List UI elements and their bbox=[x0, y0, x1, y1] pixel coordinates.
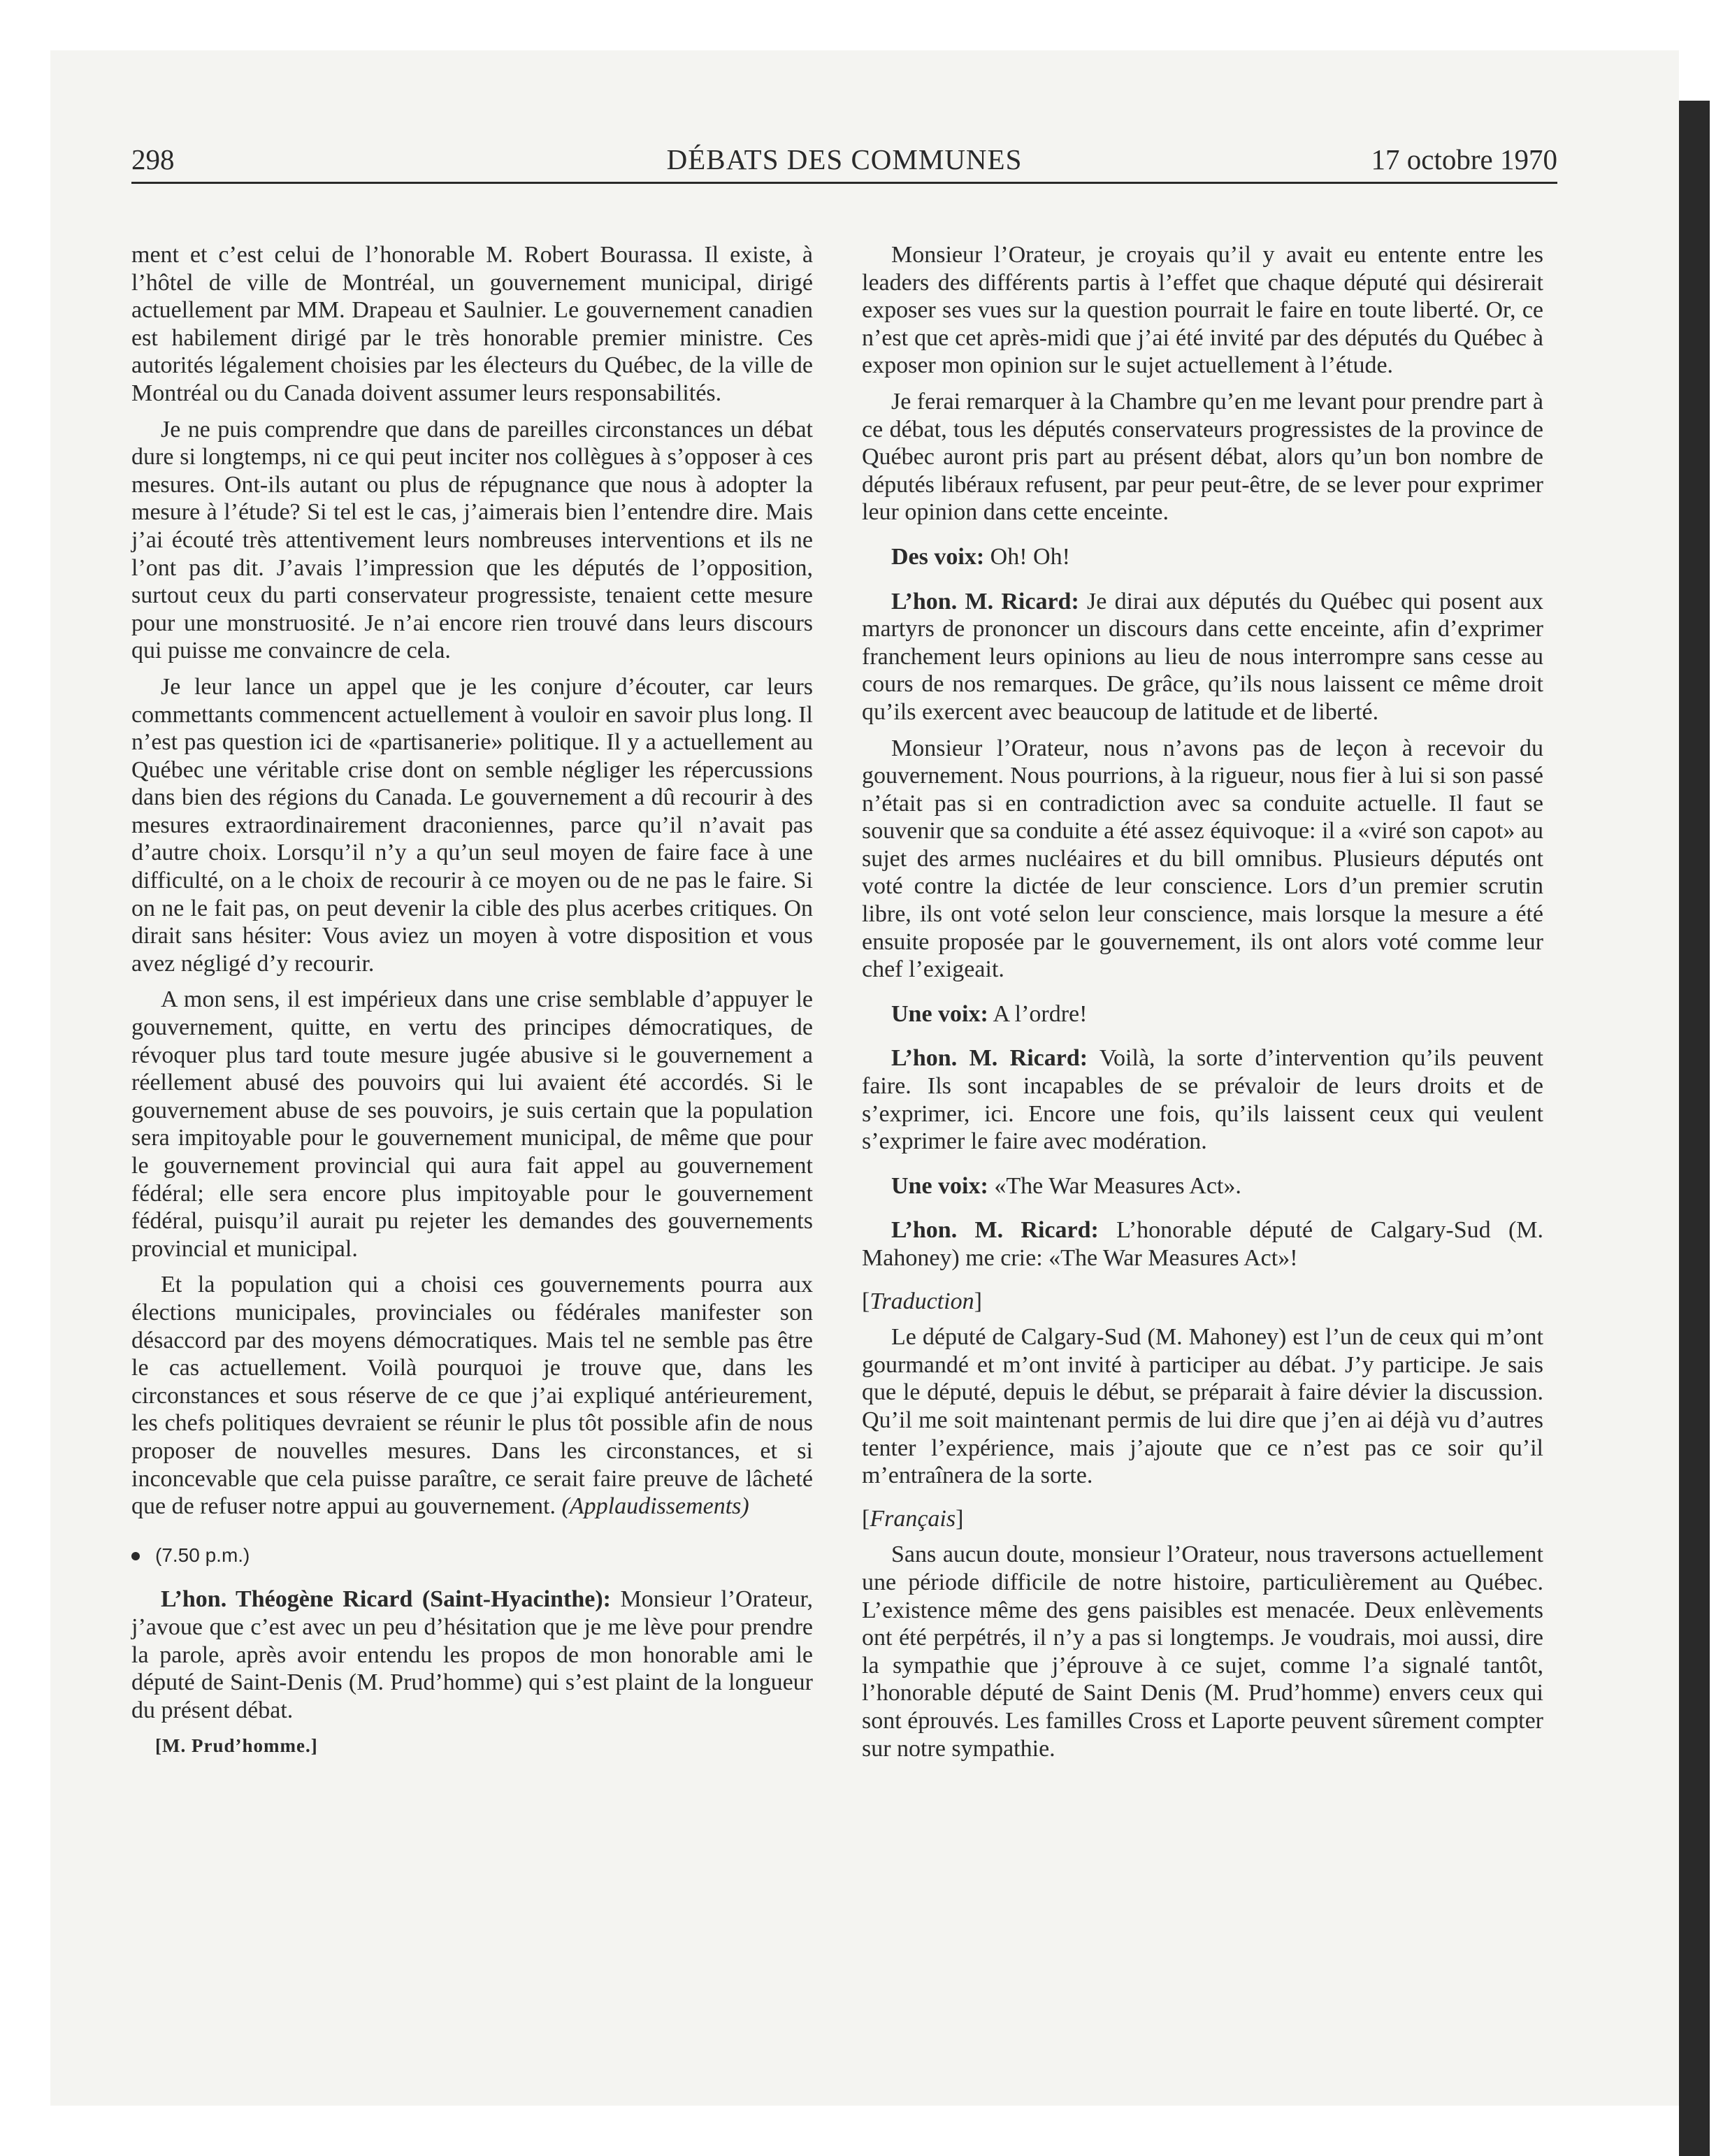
speech-text: A l’ordre! bbox=[993, 1000, 1088, 1027]
paragraph-text: Et la population qui a choisi ces gouvernements pourra aux élections municipales, provinciales ou fédérales manifester son désaccord par des moyens démocratiques. Mais tel ne semble pas être le cas actuellement. Voilà pourquoi je trouve que, dans les circonstances et sous réserve de ce que j’ai expliqué antérieurement, les chefs politiques devraient se réunir le plus tôt possible afin de nous proposer de nouvelles mesures. Dans les circonstances, et si inconcevable que cela puisse paraître, ce serait faire preuve de lâcheté que de refuser notre appui au gouvernement. bbox=[131, 1272, 813, 1520]
paragraph: ment et c’est celui de l’honorable M. Robert Bourassa. Il existe, à l’hôtel de ville de Montréal, un gouvernement municipal, dirigé actuellement par MM. Drapeau et Saulnier. Le gouvernement canadien est habilement dirigé par le très honorable premier ministre. Ces autorités légalement choisies par les électeurs du Québec, de la ville de Montréal ou du Canada doivent assumer leurs responsabilités. bbox=[131, 242, 813, 406]
right-column bbox=[862, 241, 1543, 1771]
speaker-name: Une voix: bbox=[891, 1000, 988, 1027]
paragraph: Le député de Calgary-Sud (M. Mahoney) est l’un de ceux qui m’ont gourmandé et m’ont invité à participer au débat. J’y participe. Je sais que le député, depuis le début, se préparait à faire dévier la discussion. Qu’il me soit maintenant permis de lui dire que j’en ai déjà vu d’autres tenter l’expérience, mais j’ajoute que ce n’est pas ce soir qu’il m’entraînera de la sorte. bbox=[862, 1324, 1543, 1489]
paragraph: Je ne puis comprendre que dans de pareilles circonstances un débat dure si longtemps, ni ce qui peut inciter nos collègues à s’opposer à ces mesures. Ont-ils autant ou plus de répugnance que nous à adopter la mesure à l’étude? Si tel est le cas, j’aimerais bien l’entendre dire. Mais j’ai écouté très attentivement leurs nombreuses interventions et ils ne l’ont pas dit. J’avais l’impression que les députés de l’opposition, surtout ceux du parti conservateur progressiste, tenaient cette mesure pour une monstruosité. Je n’ai encore rien trouvé dans leurs discours qui puisse me convaincre de cela. bbox=[131, 416, 813, 664]
page-header bbox=[131, 140, 1557, 184]
bullet-icon bbox=[131, 1552, 140, 1560]
speech bbox=[862, 1216, 1543, 1272]
scan-edge bbox=[1679, 101, 1710, 2156]
left-column bbox=[131, 241, 813, 1769]
speaker-name: Une voix: bbox=[891, 1172, 988, 1199]
page-title: DÉBATS DES COMMUNES bbox=[666, 143, 1023, 175]
paragraph: Monsieur l’Orateur, je croyais qu’il y avait eu entente entre les leaders des différents partis à l’effet que chaque député qui désirerait exposer ses vues sur la question pourrait le faire en toute liberté. Or, ce n’est que cet après-midi que j’ai été invité par des députés du Québec à exposer mon opinion sur le sujet actuellement à l’étude. bbox=[862, 242, 1543, 379]
paragraph: Je leur lance un appel que je les conjure d’écouter, car leurs commettants commencent actuellement à vouloir en savoir plus long. Il n’est pas question ici de «partisanerie» politique. Il y a actuellement au Québec une véritable crise dont on semble négliger les répercussions dans bien des régions du Canada. Le gouvernement a dû recourir à des mesures extraordinairement draconiennes, parce qu’il n’avait pas d’autre choix. Lorsqu’il n’y a qu’un seul moyen de faire face à une difficulté, on a le choix de recourir à ce moyen ou de ne pas le faire. Si on ne le fait pas, on peut devenir la cible des plus acerbes critiques. On dirait sans hésiter: Vous aviez un moyen à votre disposition et vous avez négligé d’y recourir. bbox=[131, 673, 813, 977]
language-tag: [Français] bbox=[862, 1505, 964, 1532]
footer-note: [M. Prud’homme.] bbox=[155, 1735, 318, 1757]
language-tag: [Traduction] bbox=[862, 1288, 982, 1314]
speech bbox=[862, 1172, 1543, 1200]
time-text: (7.50 p.m.) bbox=[155, 1544, 250, 1566]
speech-text: Monsieur l’Orateur, j’avoue que c’est avec un peu d’hésitation que je me lève pour prendre la parole, après avoir entendu les propos de mon honorable ami le député de Saint-Denis (M. Prud’homme) qui s’est plaint de la longueur du présent débat. bbox=[131, 1586, 813, 1723]
speech bbox=[862, 1000, 1543, 1028]
page-date: 17 octobre 1970 bbox=[1371, 143, 1557, 175]
paragraph: A mon sens, il est impérieux dans une crise semblable d’appuyer le gouvernement, quitte, en vertu des principes démocratiques, de révoquer plus tard toute mesure jugée abusive si le gouvernement a réellement abusé des pouvoirs qui lui avaient été accordés. Si le gouvernement abuse de ses pouvoirs, je suis certain que la population sera impitoyable pour le gouvernement municipal, de même que pour le gouvernement provincial qui aura fait appel au gouvernement fédéral; elle sera encore plus impitoyable pour le gouvernement fédéral, puisqu’il aurait pu rejeter les demandes des gouvernements provincial et municipal. bbox=[131, 986, 813, 1262]
stage-direction: (Applaudissements) bbox=[561, 1493, 749, 1520]
paragraph: Je ferai remarquer à la Chambre qu’en me levant pour prendre part à ce débat, tous les députés conservateurs progressistes de la province de Québec auront pris part au présent débat, alors qu’un bon nombre de députés libéraux refusent, par peur peut-être, de se lever pour exprimer leur opinion dans cette enceinte. bbox=[862, 388, 1543, 526]
speaker-name: L’hon. M. Ricard: bbox=[891, 1217, 1099, 1244]
speech bbox=[862, 1044, 1543, 1155]
language-tag-text: Traduction bbox=[870, 1288, 974, 1314]
speaker-name: L’hon. Théogène Ricard (Saint-Hyacinthe): bbox=[161, 1586, 611, 1613]
speech-text: «The War Measures Act». bbox=[994, 1172, 1241, 1199]
speech-text: Je dirai aux députés du Québec qui posent aux martyrs de prononcer un discours dans cette enceinte, afin d’exprimer franchement leurs opinions au lieu de nous interrompre sans cesse au cours de nos remarques. De grâce, qu’ils nous laissent ce même droit qu’ils exercent avec beaucoup de latitude et de liberté. bbox=[862, 588, 1543, 725]
speech bbox=[862, 543, 1543, 571]
speech-text: L’honorable député de Calgary-Sud (M. Mahoney) me crie: «The War Measures Act»! bbox=[862, 1217, 1544, 1271]
speech bbox=[862, 588, 1543, 726]
language-tag-text: Français bbox=[870, 1505, 956, 1532]
speech bbox=[131, 1586, 813, 1724]
speaker-name: L’hon. M. Ricard: bbox=[891, 1045, 1088, 1072]
paragraph: Sans aucun doute, monsieur l’Orateur, nous traversons actuellement une période difficile de notre histoire, particulièrement au Québec. L’existence même des gens paisibles est menacée. Deux enlèvements ont été perpétrés, il n’y a pas si longtemps. Je voudrais, moi aussi, dire la sympathie que j’éprouve à ce sujet, comme l’a signalé tantôt, l’honorable député de Saint Denis (M. Prud’homme) envers ceux qui sont éprouvés. Les familles Cross et Laporte peuvent sûrement compter sur notre sympathie. bbox=[862, 1541, 1543, 1762]
speech-text: Voilà, la sorte d’intervention qu’ils peuvent faire. Ils sont incapables de se prévaloir de leurs droits et de s’exprimer, ici. Encore une fois, qu’ils laissent ceux qui veulent s’exprimer le faire avec modération. bbox=[862, 1045, 1544, 1155]
time-stamp bbox=[131, 1541, 813, 1569]
page-number: 298 bbox=[131, 143, 175, 175]
speaker-name: L’hon. M. Ricard: bbox=[891, 588, 1079, 615]
paragraph bbox=[131, 1271, 813, 1520]
speaker-name: Des voix: bbox=[891, 543, 985, 570]
paragraph: Monsieur l’Orateur, nous n’avons pas de leçon à recevoir du gouvernement. Nous pourrions, à la rigueur, nous fier à lui si son passé n’était pas si en contradiction avec sa conduite actuelle. Il faut se souvenir que sa conduite a été assez équivoque: il a «viré son capot» au sujet des armes nucléaires et du bill omnibus. Plusieurs députés ont voté contre la dictée de leur conscience. Lors d’un premier scrutin libre, ils ont voté selon leur conscience, mais lorsque la mesure a été ensuite proposée par le gouvernement, ils ont alors voté comme leur chef l’exigeait. bbox=[862, 735, 1543, 983]
speech-text: Oh! Oh! bbox=[990, 543, 1070, 570]
